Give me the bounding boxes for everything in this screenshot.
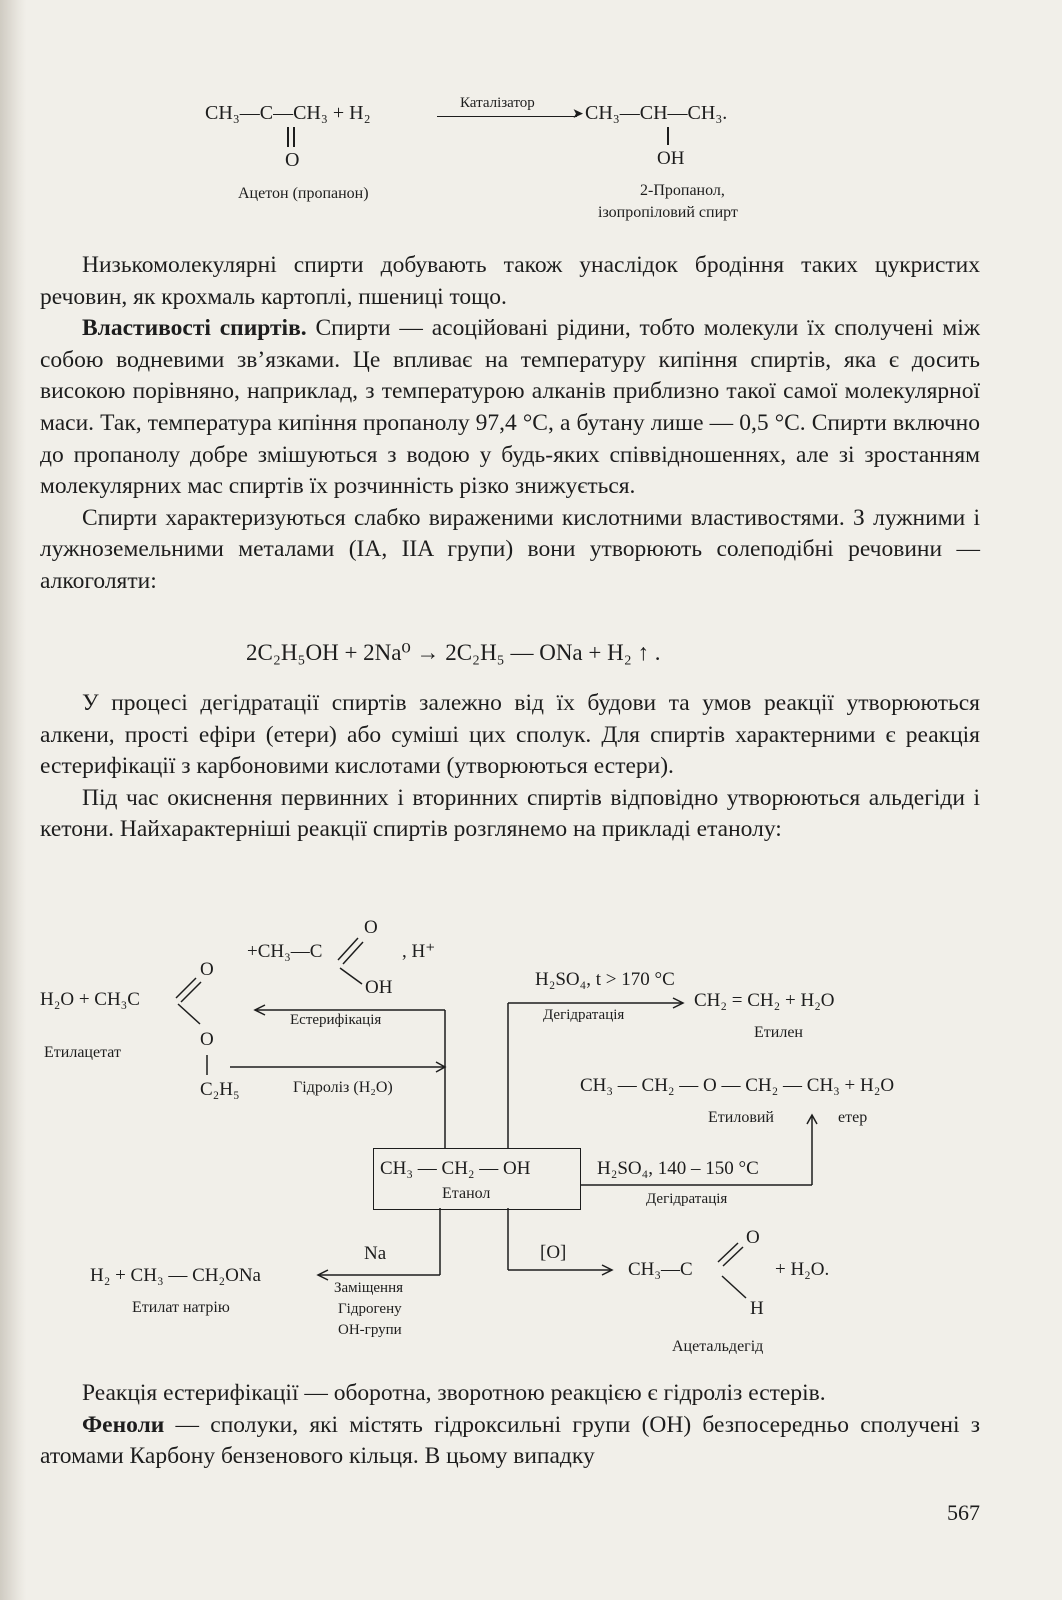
acid-oxygen: O	[364, 917, 378, 938]
paragraph-5: Під час окиснення первинних і вторинних спиртів відповідно утворюються альдегіди і кетони. Найхарактерніші реакції спиртів розглянемо на прикладі етанолу:	[40, 784, 980, 843]
ether-name-1: Етиловий	[708, 1109, 774, 1126]
substitution-label-1: Заміщення	[334, 1280, 403, 1296]
substitution-label-3: OH-групи	[338, 1322, 402, 1338]
paragraph-4: У процесі дегідратації спиртів залежно від їх будови та умов реакції утворюються алкени, прості ефіри (етери) або суміші цих сполук. Для спиртів характерними є реакція естерифікації з карбоновими кислотами (утворюються естери).	[40, 690, 980, 780]
acid-c-oh-bond	[340, 968, 362, 984]
dehydration1-condition: H₂SO₄, t > 170 °C	[535, 969, 675, 990]
sodium-reagent: Na	[364, 1243, 387, 1264]
paragraph-2-heading: Властивості спиртів.	[82, 315, 307, 342]
oxidation-label: [O]	[540, 1242, 567, 1263]
paragraph-1: Низькомолекулярні спирти добувають також унаслідок бродіння таких цукристих речовин, як крохмаль картоплі, пшениці тощо.	[40, 252, 980, 310]
r1-reactant-name: Ацетон (пропанон)	[238, 185, 369, 202]
r1-product-name: 2-Пропанол,	[640, 182, 725, 199]
aldehyde-water: + H₂O.	[775, 1259, 830, 1280]
aldehyde-oxygen: O	[746, 1227, 760, 1248]
paragraph-7-text: — сполуки, які містять гідроксильні групи (OH) безпосередньо сполучені з атомами Карбону бензенового кільця. В цьому випадку	[40, 1411, 980, 1470]
paragraph-7-heading: Феноли	[82, 1411, 165, 1438]
substitution-label-2: Гідрогену	[338, 1301, 402, 1317]
dehydration2-label: Дегідратація	[646, 1191, 728, 1207]
dehydration1-label: Дегідратація	[543, 1007, 625, 1023]
aldehyde-co-double-b	[723, 1247, 743, 1266]
ethylate-formula: H₂ + CH₃ — CH₂ONa	[90, 1265, 261, 1286]
equation-alcoholate: 2C₂H₅OH + 2Na⁰ → 2C₂H₅ — ONa + H₂ ↑ .	[246, 640, 661, 665]
esterification-label: Естерифікація	[290, 1012, 382, 1028]
r1-product-name2: ізопропіловий спирт	[598, 204, 738, 221]
paragraph-6: Реакція естерифікації — оборотна, зворотною реакцією є гідроліз естерів.	[82, 1380, 826, 1406]
ester-oxygen: O	[200, 1029, 214, 1050]
r1-left-formula: CH₃—C—CH₃ + H₂	[205, 102, 371, 124]
ester-co-double-b	[181, 982, 201, 1002]
acid-reagent-formula: +CH₃—C	[247, 941, 323, 962]
ethanol-name: Етанол	[442, 1185, 491, 1202]
aldehyde-c-h-bond	[722, 1276, 746, 1298]
aldehyde-name: Ацетальдегід	[672, 1338, 764, 1355]
ester-name: Етилацетат	[44, 1044, 121, 1061]
ester-formula: H₂O + CH₃C	[40, 989, 140, 1010]
paragraph-7	[40, 1410, 980, 1473]
ester-c-o-bond	[178, 1004, 200, 1024]
page-number: 567	[947, 1500, 980, 1525]
ester-ethyl: C₂H₅	[200, 1079, 240, 1100]
aldehyde-hydrogen: H	[750, 1298, 764, 1319]
r1-right-formula: CH₃—CH—CH₃.	[585, 102, 728, 124]
aldehyde-formula: CH₃—C	[628, 1259, 693, 1280]
acid-catalyst: , H⁺	[402, 941, 436, 962]
hydrolysis-label: Гідроліз (H₂O)	[293, 1079, 393, 1096]
ethylene-name: Етилен	[754, 1024, 803, 1041]
acid-co-double-b	[343, 942, 363, 964]
ester-co-double-a	[176, 978, 196, 998]
dehydration2-condition: H₂SO₄, 140 – 150 °C	[597, 1158, 759, 1179]
acid-oh: OH	[365, 977, 393, 998]
r1-arrow-head: ➤	[572, 107, 584, 122]
ether-formula: CH₃ — CH₂ — O — CH₂ — CH₃ + H₂O	[580, 1075, 895, 1096]
r1-catalyst: Каталізатор	[460, 95, 535, 111]
r1-oxygen: O	[285, 149, 300, 171]
ethylene-formula: CH₂ = CH₂ + H₂O	[694, 990, 835, 1011]
text-block-3	[40, 1378, 980, 1473]
paragraph-2-text: Спирти — асоційовані рідини, тобто молекули їх сполучені між собою водневими зв’язками. Це впливає на температуру кипіння спиртів, яка є досить високою порівняно, наприклад, з температурою алканів приблизно такої самої молекулярної маси. Так, температура кипіння пропанолу 97,4 °C, а бутану лише — 0,5 °C. Спирти включно до пропанолу добре змішуються з водою у будь-яких співвідношеннях, але зі зростанням молекулярних мас спиртів їх розчинність різко знижується.	[40, 315, 980, 500]
ester-oxygen-top: O	[200, 959, 214, 980]
ether-name-2: етер	[838, 1109, 868, 1126]
r1-oh: OH	[657, 148, 685, 169]
acid-co-double-a	[338, 938, 358, 960]
ethanol-formula: CH₃ — CH₂ — OH	[380, 1158, 531, 1179]
aldehyde-co-double-a	[718, 1243, 738, 1262]
paragraph-3: Спирти характеризуються слабко вираженими кислотними властивостями. З лужними і лужноземельними металами (IA, IIA групи) вони утворюють солеподібні речовини — алкоголяти:	[40, 504, 980, 594]
ethylate-name: Етилат натрію	[132, 1299, 230, 1316]
